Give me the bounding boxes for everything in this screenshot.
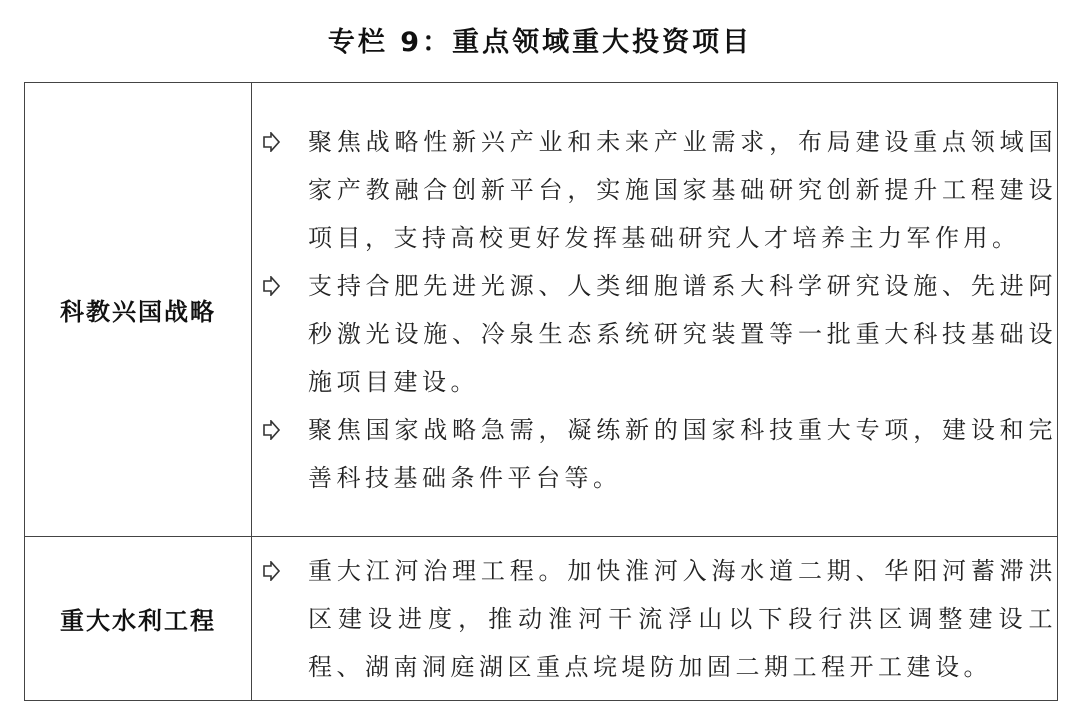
- outlined-right-arrow-icon: [262, 561, 280, 581]
- row-label-science-education: 科教兴国战略: [25, 83, 252, 537]
- outlined-right-arrow-icon: [262, 276, 280, 296]
- row-content-water-conservancy: [252, 537, 1058, 701]
- list-item: [252, 262, 1057, 406]
- row-label-water-conservancy: 重大水利工程: [25, 537, 252, 701]
- table-row: [25, 537, 1058, 701]
- table-row: [25, 83, 1058, 537]
- list-item-text: 聚焦战略性新兴产业和未来产业需求，布局建设重点领域国家产教融合创新平台，实施国家基础研究创新提升工程建设项目，支持高校更好发挥基础研究人才培养主力军作用。: [308, 127, 1057, 252]
- list-item: [252, 118, 1057, 262]
- list-item: [252, 406, 1057, 502]
- list-item-text: 重大江河治理工程。加快淮河入海水道二期、华阳河蓄滞洪区建设进度，推动淮河干流浮山以下段行洪区调整建设工程、湖南洞庭湖区重点垸堤防加固二期工程开工建设。: [308, 556, 1057, 681]
- list-item: [252, 547, 1057, 691]
- list-item-text: 聚焦国家战略急需，凝练新的国家科技重大专项，建设和完善科技基础条件平台等。: [308, 415, 1057, 492]
- outlined-right-arrow-icon: [262, 132, 280, 152]
- list-item-text: 支持合肥先进光源、人类细胞谱系大科学研究设施、先进阿秒激光设施、冷泉生态系统研究装置等一批重大科技基础设施项目建设。: [308, 271, 1057, 396]
- item-list: [252, 118, 1057, 502]
- row-content-science-education: [252, 83, 1058, 537]
- investment-projects-table: [24, 82, 1058, 701]
- outlined-right-arrow-icon: [262, 420, 280, 440]
- item-list: [252, 547, 1057, 691]
- page-title: 专栏 9：重点领域重大投资项目: [327, 27, 753, 58]
